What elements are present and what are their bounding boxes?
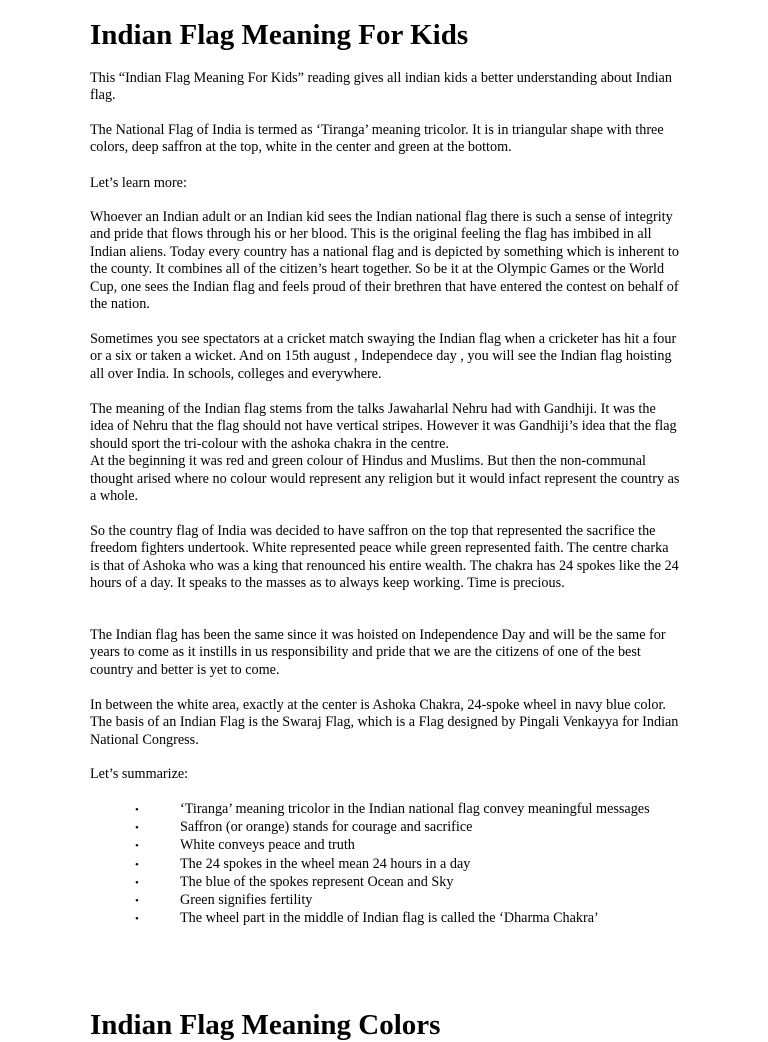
summary-item-text: ‘Tiranga’ meaning tricolor in the Indian national flag convey meaningful messages [180,801,650,817]
summary-list-item [135,801,675,819]
tiranga-paragraph: The National Flag of India is termed as ‘Tiranga’ meaning tricolor. It is in triangular shape with three colors, deep saffron at the top, white in the center and green at the bottom. [90,122,664,156]
cricket-paragraph: Sometimes you see spectators at a cricket match swaying the Indian flag when a cricketer has hit a four or a six or taken a wicket. And on 15th august , Independece day , you will see the Indian flag hoisting all over India. In schools, colleges and everywhere. [90,331,677,382]
bullet-icon: • [135,822,139,835]
summary-list-item [135,819,675,837]
summary-list-item [135,892,675,910]
bullet-icon: • [135,840,139,853]
summary-item-text: Green signifies fertility [180,892,313,909]
ashoka-chakra-paragraph: In between the white area, exactly at the center is Ashoka Chakra, 24-spoke wheel in navy blue color. The basis of an Indian Flag is the Swaraj Flag, which is a Flag designed by Pingali Venkayya for Indian National Congress. [90,697,679,748]
intro-paragraph: This “Indian Flag Meaning For Kids” reading gives all indian kids a better understanding about Indian flag. [90,70,672,104]
pride-paragraph: Whoever an Indian adult or an Indian kid sees the Indian national flag there is such a sense of integrity and pride that flows through his or her blood. This is the original feeling the flag has imbibed in all Indian aliens. Today every country has a national flag and is depicted by something which is inherent to the county. It combines all of the citizen’s heart together. So be it at the Olympic Games or the World Cup, one sees the Indian flag and feels proud of their brethren that have entered the contest on behalf of the nation. [90,209,679,313]
bullet-icon: • [135,876,139,889]
bullet-icon: • [135,858,139,871]
summary-list-item [135,874,675,892]
history-paragraph: The meaning of the Indian flag stems from the talks Jawaharlal Nehru had with Gandhiji. It was the idea of Nehru that the flag should not have vertical stripes. However it was Gandhiji’s idea that the flag should sport the tri-colour with the ashoka chakra in the centre. At the beginning it was red and green colour of Hindus and Muslims. But then the non-communal thought arised where no colour would represent any religion but it would infact represent the country as a whole. [90,401,680,505]
summary-list-item [135,837,675,855]
document-title: Indian Flag Meaning For Kids [90,19,469,51]
summary-item-text: The wheel part in the middle of Indian flag is called the ‘Dharma Chakra’ [180,910,599,927]
summary-list-item [135,910,675,928]
summarize-line: Let’s summarize: [90,766,189,782]
bullet-icon: • [135,804,139,816]
bullet-icon: • [135,895,139,908]
learn-more-line: Let’s learn more: [90,175,187,191]
summary-item-text: The blue of the spokes represent Ocean and Sky [180,873,454,890]
summary-item-text: Saffron (or orange) stands for courage and sacrifice [180,819,473,836]
colors-meaning-paragraph: So the country flag of India was decided to have saffron on the top that represented the sacrifice the freedom fighters undertook. White represented peace while green represented faith. The centre charka is that of Ashoka who was a king that renounced his entire wealth. The chakra has 24 spokes like the 24 hours of a day. It speaks to the masses as to always keep working. Time is precious. [90,523,679,592]
summary-list-item [135,856,675,874]
bullet-icon: • [135,913,139,926]
independence-paragraph: The Indian flag has been the same since it was hoisted on Independence Day and will be the same for years to come as it instills in us responsibility and pride that we are the citizens of one of the best country and better is yet to come. [90,627,666,678]
summary-list [135,801,675,928]
next-section-heading: Indian Flag Meaning Colors [90,1009,441,1041]
summary-item-text: The 24 spokes in the wheel mean 24 hours in a day [180,855,471,872]
summary-item-text: White conveys peace and truth [180,837,355,854]
